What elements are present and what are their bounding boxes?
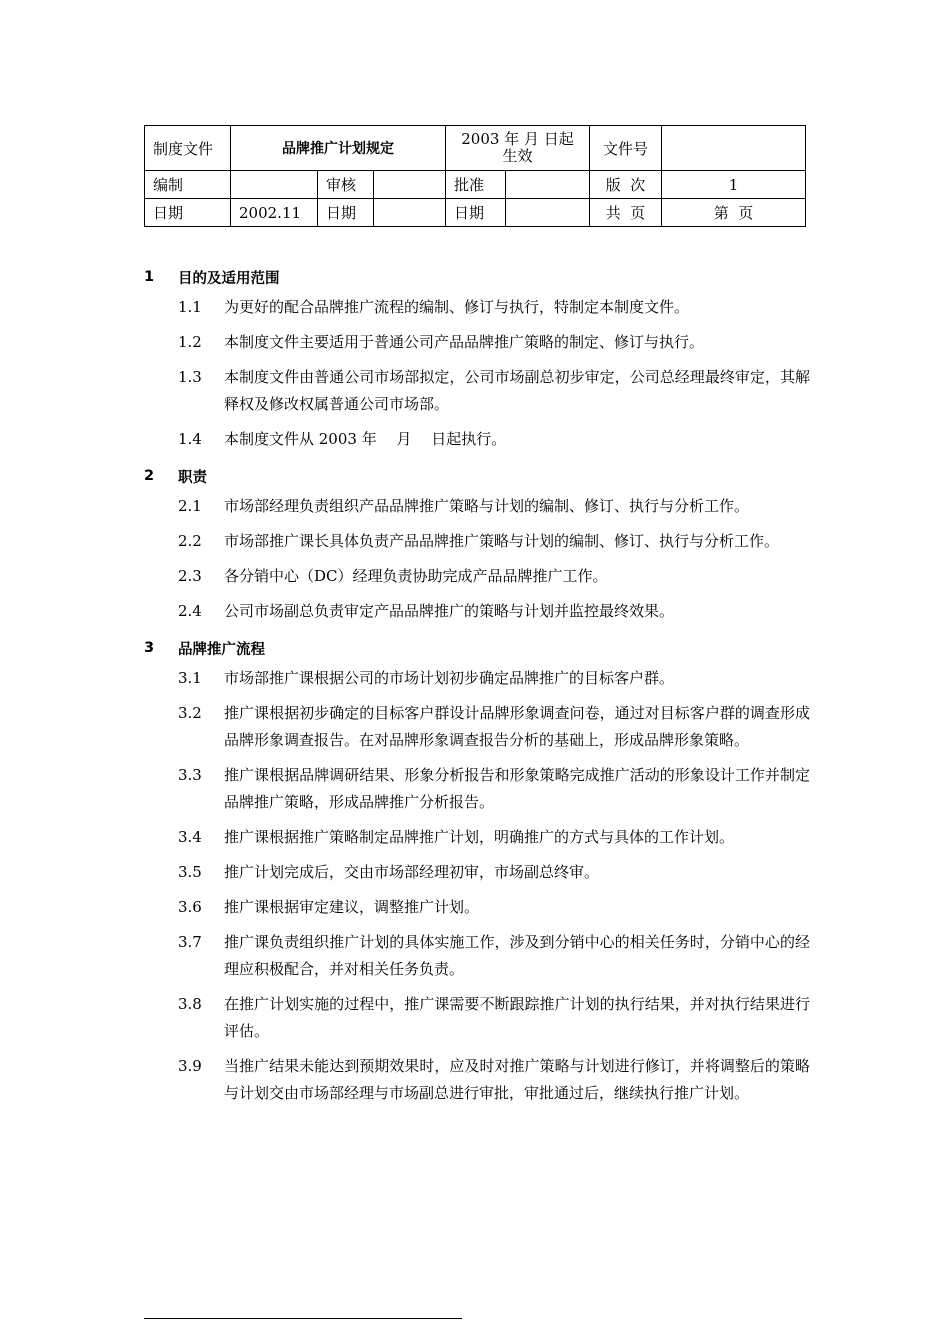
section-heading <box>144 262 810 292</box>
section-1 <box>144 262 810 453</box>
clause-number: 3.2 <box>178 704 202 722</box>
clause-text: 为更好的配合品牌推广流程的编制、修订与执行，特制定本制度文件。 <box>224 298 690 316</box>
clause-text: 推广计划完成后，交由市场部经理初审，市场副总终审。 <box>224 863 600 881</box>
date-label-3: 日期 <box>446 199 506 227</box>
document-body <box>144 262 810 1115</box>
compile-label: 编制 <box>145 171 231 199</box>
clause-text: 本制度文件从 2003 年 月 日起执行。 <box>224 430 507 448</box>
clause-text: 推广课根据推广策略制定品牌推广计划，明确推广的方式与具体的工作计划。 <box>224 828 735 846</box>
clause-item <box>178 894 810 921</box>
section-title: 品牌推广流程 <box>178 641 265 658</box>
total-pages: 共 页 <box>590 199 662 227</box>
approve-value <box>506 171 590 199</box>
header-row-2 <box>145 171 806 199</box>
clause-item <box>178 824 810 851</box>
date-value-2 <box>374 199 446 227</box>
section-heading <box>144 461 810 491</box>
doc-no-value <box>662 126 806 171</box>
clause-item <box>178 329 810 356</box>
effective-date: 2003 年 月 日起生效 <box>446 126 590 171</box>
clause-number: 3.4 <box>178 828 202 846</box>
clause-item <box>178 294 810 321</box>
doc-type-label: 制度文件 <box>145 126 231 171</box>
clause-number: 3.5 <box>178 863 202 881</box>
review-value <box>374 171 446 199</box>
clause-item <box>178 563 810 590</box>
clause-text: 在推广计划实施的过程中，推广课需要不断跟踪推广计划的执行结果，并对执行结果进行评估。 <box>224 995 810 1040</box>
section-number: 1 <box>144 269 155 285</box>
date-value-3 <box>506 199 590 227</box>
version-label: 版 次 <box>590 171 662 199</box>
doc-no-label: 文件号 <box>590 126 662 171</box>
clause-number: 2.2 <box>178 532 202 550</box>
clause-text: 各分销中心（DC）经理负责协助完成产品品牌推广工作。 <box>224 567 608 585</box>
date-value-1: 2002.11 <box>231 199 318 227</box>
section-title: 目的及适用范围 <box>178 270 280 287</box>
clause-number: 1.2 <box>178 333 202 351</box>
clause-item <box>178 493 810 520</box>
clause-item <box>178 859 810 886</box>
clause-number: 1.4 <box>178 430 202 448</box>
clause-number: 2.4 <box>178 602 202 620</box>
section-heading <box>144 633 810 663</box>
clause-number: 3.8 <box>178 995 202 1013</box>
clause-text: 当推广结果未能达到预期效果时，应及时对推广策略与计划进行修订，并将调整后的策略与计划交由市场部经理与市场副总进行审批，审批通过后，继续执行推广计划。 <box>224 1057 810 1102</box>
clause-text: 本制度文件由普通公司市场部拟定，公司市场副总初步审定，公司总经理最终审定，其解释权及修改权属普通公司市场部。 <box>224 368 810 413</box>
header-row-3 <box>145 199 806 227</box>
clause-text: 推广课根据审定建议，调整推广计划。 <box>224 898 480 916</box>
clause-text: 市场部推广课长具体负责产品品牌推广策略与计划的编制、修订、执行与分析工作。 <box>224 532 780 550</box>
section-3 <box>144 633 810 1107</box>
header-row-1 <box>145 126 806 171</box>
clause-item <box>178 528 810 555</box>
page-number: 第 页 <box>662 199 806 227</box>
footnote-separator <box>144 1318 462 1319</box>
clause-text: 市场部推广课根据公司的市场计划初步确定品牌推广的目标客户群。 <box>224 669 675 687</box>
approve-label: 批准 <box>446 171 506 199</box>
version-value: 1 <box>662 171 806 199</box>
clause-number: 3.1 <box>178 669 202 687</box>
section-2 <box>144 461 810 625</box>
clause-text: 市场部经理负责组织产品品牌推广策略与计划的编制、修订、执行与分析工作。 <box>224 497 750 515</box>
date-label-1: 日期 <box>145 199 231 227</box>
clause-number: 3.3 <box>178 766 202 784</box>
clause-text: 推广课根据初步确定的目标客户群设计品牌形象调查问卷，通过对目标客户群的调查形成品牌形象调查报告。在对品牌形象调查报告分析的基础上，形成品牌形象策略。 <box>224 704 810 749</box>
clause-item <box>178 364 810 418</box>
clause-item <box>178 991 810 1045</box>
review-label: 审核 <box>318 171 374 199</box>
clause-item <box>178 1053 810 1107</box>
clause-number: 3.6 <box>178 898 202 916</box>
section-number: 3 <box>144 640 155 656</box>
clause-text: 本制度文件主要适用于普通公司产品品牌推广策略的制定、修订与执行。 <box>224 333 705 351</box>
clause-text: 推广课负责组织推广计划的具体实施工作，涉及到分销中心的相关任务时，分销中心的经理应积极配合，并对相关任务负责。 <box>224 933 810 978</box>
section-number: 2 <box>144 468 155 484</box>
compile-value <box>231 171 318 199</box>
clause-item <box>178 665 810 692</box>
document-title: 品牌推广计划规定 <box>231 126 446 171</box>
clause-item <box>178 426 810 453</box>
clause-item <box>178 762 810 816</box>
clause-number: 2.3 <box>178 567 202 585</box>
clause-item <box>178 700 810 754</box>
section-title: 职责 <box>178 469 207 486</box>
clause-item <box>178 929 810 983</box>
date-label-2: 日期 <box>318 199 374 227</box>
clause-text: 推广课根据品牌调研结果、形象分析报告和形象策略完成推广活动的形象设计工作并制定品牌推广策略，形成品牌推广分析报告。 <box>224 766 810 811</box>
clause-number: 3.9 <box>178 1057 202 1075</box>
document-header-table <box>144 125 806 227</box>
clause-number: 1.3 <box>178 368 202 386</box>
clause-number: 1.1 <box>178 298 202 316</box>
clause-item <box>178 598 810 625</box>
clause-number: 2.1 <box>178 497 202 515</box>
clause-number: 3.7 <box>178 933 202 951</box>
clause-text: 公司市场副总负责审定产品品牌推广的策略与计划并监控最终效果。 <box>224 602 675 620</box>
